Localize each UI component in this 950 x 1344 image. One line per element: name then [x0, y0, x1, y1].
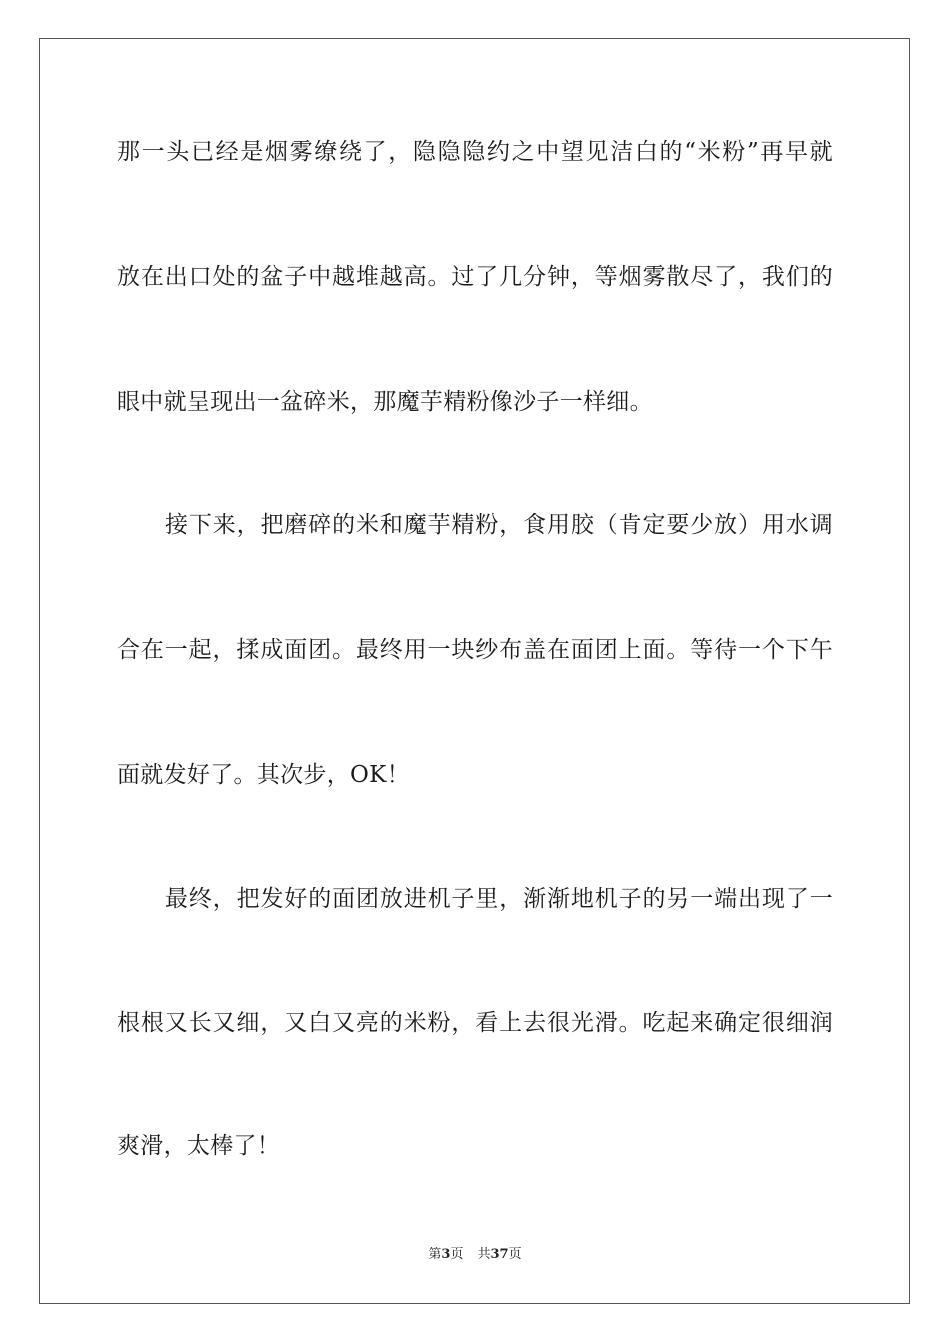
total-suffix: 页	[508, 1247, 522, 1262]
paragraph-3-line-3: 爽滑，太棒了！	[117, 1133, 281, 1159]
paragraph-2-line-1: 接下来，把磨碎的米和魔芋精粉，食用胶（肯定要少放）用水调	[165, 512, 833, 538]
page-border	[39, 38, 910, 1304]
page-footer	[0, 1246, 950, 1264]
paragraph-1-line-2: 放在出口处的盆子中越堆越高。过了几分钟，等烟雾散尽了，我们的	[117, 264, 833, 290]
paragraph-1-line-3: 眼中就呈现出一盆碎米，那魔芋精粉像沙子一样细。	[117, 389, 653, 415]
page-suffix: 页	[450, 1247, 464, 1262]
paragraph-2-line-2: 合在一起，揉成面团。最终用一块纱布盖在面团上面。等待一个下午	[117, 637, 833, 663]
paragraph-3-line-1: 最终，把发好的面团放进机子里，渐渐地机子的另一端出现了一	[165, 886, 833, 912]
paragraph-1-line-1: 那一头已经是烟雾缭绕了，隐隐隐约之中望见洁白的“米粉”再早就	[117, 139, 833, 165]
total-pages: 37	[490, 1247, 509, 1262]
paragraph-3-line-2: 根根又长又细，又白又亮的米粉，看上去很光滑。吃起来确定很细润	[117, 1010, 833, 1036]
page-prefix: 第	[428, 1247, 442, 1262]
total-prefix: 共	[477, 1247, 491, 1262]
page-number: 3	[441, 1247, 451, 1262]
paragraph-2-line-3: 面就发好了。其次步，OK！	[117, 762, 410, 788]
